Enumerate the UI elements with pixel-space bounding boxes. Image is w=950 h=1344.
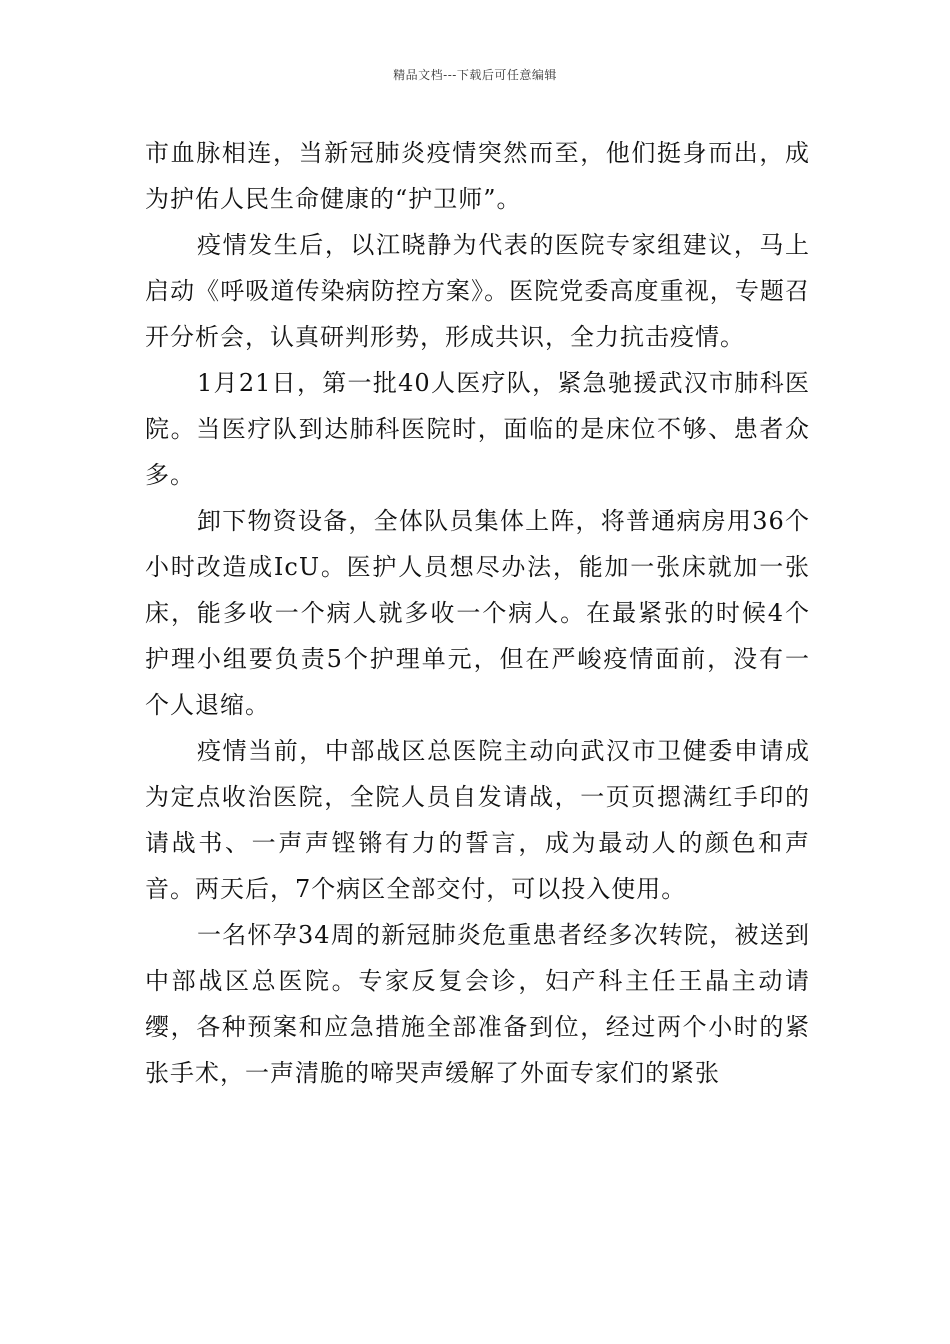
document-body (145, 130, 810, 1096)
paragraph: 一名怀孕34周的新冠肺炎危重患者经多次转院，被送到中部战区总医院。专家反复会诊，妇产科主任王晶主动请缨，各种预案和应急措施全部准备到位，经过两个小时的紧张手术，一声清脆的啼哭声缓解了外面专家们的紧张 (145, 921, 810, 1087)
paragraph: 市血脉相连，当新冠肺炎疫情突然而至，他们挺身而出，成为护佑人民生命健康的“护卫师”。 (145, 139, 810, 213)
page-header: 精品文档---下载后可任意编辑 (393, 68, 557, 82)
paragraph: 1月21日，第一批40人医疗队，紧急驰援武汉市肺科医院。当医疗队到达肺科医院时，面临的是床位不够、患者众多。 (145, 369, 810, 489)
paragraph: 卸下物资设备，全体队员集体上阵，将普通病房用36个小时改造成IcU。医护人员想尽办法，能加一张床就加一张床，能多收一个病人就多收一个病人。在最紧张的时候4个护理小组要负责5个护理单元，但在严峻疫情面前，没有一个人退缩。 (145, 507, 810, 719)
paragraph: 疫情发生后，以江晓静为代表的医院专家组建议，马上启动《呼吸道传染病防控方案》。医院党委高度重视，专题召开分析会，认真研判形势，形成共识，全力抗击疫情。 (145, 231, 810, 351)
paragraph: 疫情当前，中部战区总医院主动向武汉市卫健委申请成为定点收治医院，全院人员自发请战，一页页摁满红手印的请战书、一声声铿锵有力的誓言，成为最动人的颜色和声音。两天后，7个病区全部交付，可以投入使用。 (145, 737, 810, 903)
